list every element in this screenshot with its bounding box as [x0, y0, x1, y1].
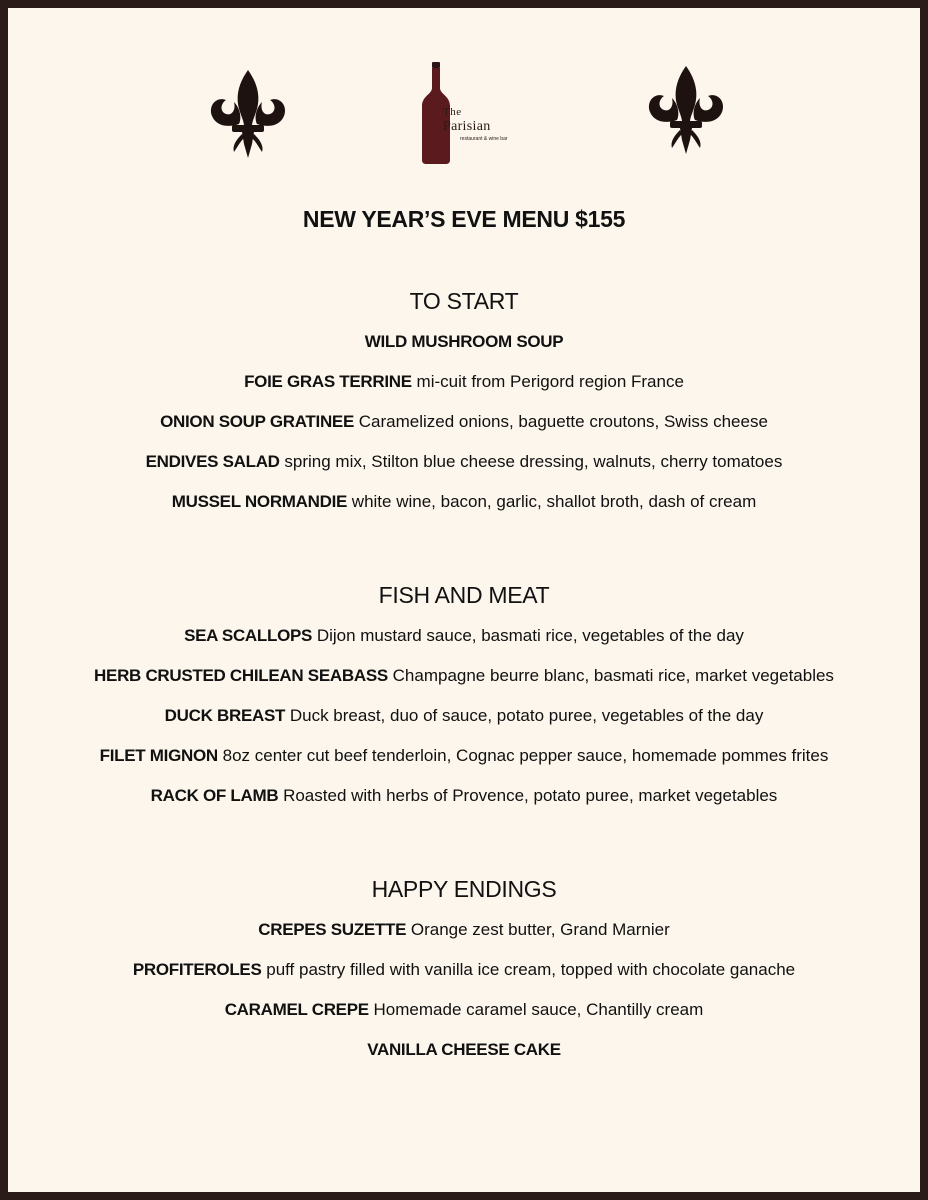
logo-the: The: [443, 106, 462, 118]
item-name: ENDIVES SALAD: [145, 452, 280, 471]
item-description: Duck breast, duo of sauce, potato puree, vegetables of the day: [289, 706, 764, 725]
menu-item: [8, 664, 920, 704]
menu-item: [8, 784, 920, 824]
fleur-de-lis-icon: [646, 64, 726, 156]
item-name: MUSSEL NORMANDIE: [171, 492, 348, 511]
logo-tagline: restaurant & wine bar: [460, 136, 508, 142]
item-description: spring mix, Stilton blue cheese dressing, walnuts, cherry tomatoes: [284, 452, 783, 471]
item-description: mi-cuit from Perigord region France: [416, 372, 684, 391]
item-name: DUCK BREAST: [164, 706, 286, 725]
menu-item: [8, 330, 920, 370]
item-name: CARAMEL CREPE: [224, 1000, 369, 1019]
logo-name: Parisian: [443, 119, 491, 134]
item-description: white wine, bacon, garlic, shallot broth, dash of cream: [351, 492, 757, 511]
item-name: ONION SOUP GRATINEE: [160, 412, 354, 431]
item-name: HERB CRUSTED CHILEAN SEABASS: [94, 666, 388, 685]
menu-item: [8, 1038, 920, 1078]
menu-item: [8, 704, 920, 744]
item-description: Orange zest butter, Grand Marnier: [410, 920, 670, 939]
menu-item: [8, 410, 920, 450]
item-description: puff pastry filled with vanilla ice cream, topped with chocolate ganache: [266, 960, 796, 979]
item-name: PROFITEROLES: [132, 960, 262, 979]
menu-content: [8, 204, 920, 1078]
item-name: VANILLA CHEESE CAKE: [367, 1040, 561, 1059]
item-name: CREPES SUZETTE: [258, 920, 407, 939]
section-title: TO START: [409, 288, 519, 314]
menu-item: [8, 490, 920, 530]
section-title: HAPPY ENDINGS: [371, 876, 557, 902]
item-name: WILD MUSHROOM SOUP: [364, 332, 564, 351]
wine-bottle-icon: [416, 62, 526, 166]
menu-item: [8, 450, 920, 490]
menu-item: [8, 918, 920, 958]
item-description: Caramelized onions, baguette croutons, Swiss cheese: [358, 412, 768, 431]
menu-item: [8, 624, 920, 664]
item-description: Dijon mustard sauce, basmati rice, vegetables of the day: [316, 626, 744, 645]
item-name: FOIE GRAS TERRINE: [244, 372, 412, 391]
item-description: Homemade caramel sauce, Chantilly cream: [373, 1000, 704, 1019]
menu-header: [8, 8, 920, 178]
menu-item: [8, 370, 920, 410]
section-to-start: [8, 286, 920, 530]
fleur-de-lis-icon: [208, 68, 288, 160]
item-name: FILET MIGNON: [99, 746, 218, 765]
menu-item: [8, 958, 920, 998]
menu-item: [8, 998, 920, 1038]
menu-title: NEW YEAR’S EVE MENU $155: [302, 206, 626, 232]
section-fish-and-meat: [8, 580, 920, 824]
restaurant-logo: [416, 62, 526, 166]
menu-page: [8, 8, 920, 1192]
item-description: 8oz center cut beef tenderloin, Cognac pepper sauce, homemade pommes frites: [222, 746, 829, 765]
section-title: FISH AND MEAT: [378, 582, 550, 608]
item-description: Roasted with herbs of Provence, potato puree, market vegetables: [283, 786, 778, 805]
item-name: RACK OF LAMB: [150, 786, 279, 805]
section-happy-endings: [8, 874, 920, 1078]
item-description: Champagne beurre blanc, basmati rice, market vegetables: [392, 666, 834, 685]
item-name: SEA SCALLOPS: [184, 626, 313, 645]
menu-item: [8, 744, 920, 784]
